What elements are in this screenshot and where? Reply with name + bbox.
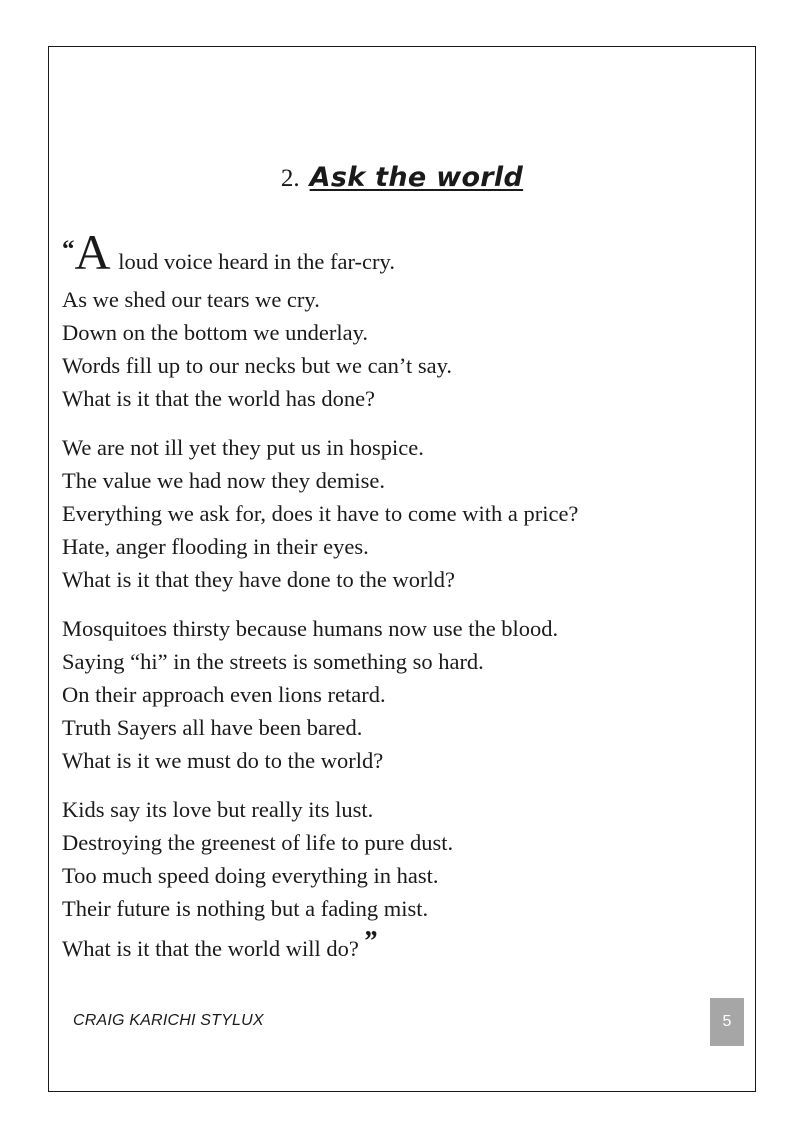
poem-line: Words fill up to our necks but we can’t say. (62, 353, 452, 378)
poem-body (62, 224, 752, 981)
poem-line: Their future is nothing but a fading mist. (62, 896, 429, 921)
stanza-2 (62, 431, 752, 596)
poem-line: Too much speed doing everything in hast. (62, 863, 439, 888)
poem-line (62, 925, 752, 965)
closing-quote-mark: ” (362, 926, 377, 957)
poem-line: The value we had now they demise. (62, 468, 386, 493)
poem-line: Destroying the greenest of life to pure dust. (62, 830, 454, 855)
footer-author: CRAIG KARICHI STYLUX (73, 1012, 264, 1029)
stanza-1 (62, 224, 752, 415)
page-number: 5 (722, 1013, 732, 1030)
poem-line: Everything we ask for, does it have to come with a price? (62, 501, 579, 526)
poem-title-text: Ask the world (309, 162, 524, 193)
poem-number: 2. (280, 165, 300, 192)
page-number-badge (710, 998, 744, 1046)
poem-line: What is it that the world has done? (62, 386, 376, 411)
stanza-3 (62, 612, 752, 777)
last-line-text: What is it that the world will do? (62, 936, 359, 961)
poem-line: We are not ill yet they put us in hospice. (62, 435, 424, 460)
opening-quote-mark: “ (62, 236, 75, 263)
poem-line: As we shed our tears we cry. (62, 287, 320, 312)
poem-line: Hate, anger flooding in their eyes. (62, 534, 369, 559)
poem-line (62, 224, 752, 282)
stanza-4 (62, 793, 752, 965)
poem-line: Down on the bottom we underlay. (62, 320, 368, 345)
poem-line: What is it we must do to the world? (62, 748, 384, 773)
poem-line: Saying “hi” in the streets is something so hard. (62, 649, 484, 674)
drop-cap: A (74, 224, 111, 280)
poem-line: Kids say its love but really its lust. (62, 797, 374, 822)
first-line-text: loud voice heard in the far-cry. (118, 249, 395, 274)
poem-line: What is it that they have done to the world? (62, 567, 456, 592)
poem-line: Truth Sayers all have been bared. (62, 715, 363, 740)
poem-title (48, 160, 756, 197)
poem-line: On their approach even lions retard. (62, 682, 386, 707)
poem-line: Mosquitoes thirsty because humans now use the blood. (62, 616, 559, 641)
